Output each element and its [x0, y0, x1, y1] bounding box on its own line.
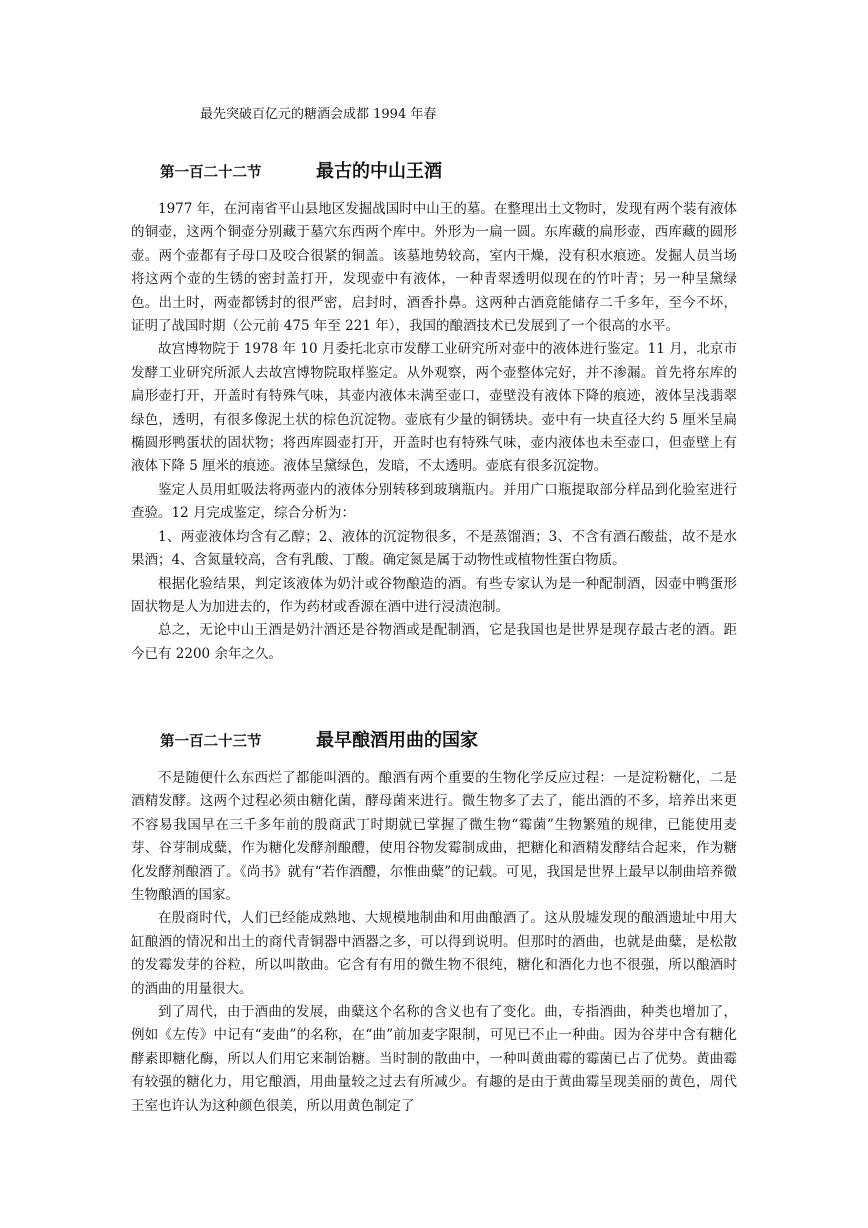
paragraph: 总之，无论中山王酒是奶汁酒还是谷物酒或是配制酒，它是我国也是世界是现存最古老的酒。距今已有 2200 余年之久。	[131, 622, 737, 662]
section-title: 最早酿酒用曲的国家	[316, 730, 478, 751]
paragraph: 鉴定人员用虹吸法将两壶内的液体分别转移到玻璃瓶内。并用广口瓶提取部分样品到化验室进行查验。12 月完成鉴定，综合分析为：	[131, 481, 737, 522]
section-number: 第一百二十二节	[160, 165, 262, 181]
section-title: 最古的中山王酒	[316, 161, 442, 182]
paragraph: 不是随便什么东西烂了都能叫酒的。酿酒有两个重要的生物化学反应过程：一是淀粉糖化，二是酒精发酵。这两个过程必须由糖化菌，酵母菌来进行。微生物多了去了，能出酒的不多，培养出来更不容易我国早在三千多年前的殷商武丁时期就已掌握了微生物“霉菌”生物繁殖的规律，已能使用麦芽、谷芽制成糵，作为糖化发酵剂酿醴，使用谷物发霉制成曲，把糖化和酒精发酵结合起来，作为糖化发酵剂酿酒了。《尚书》就有“若作酒醴，尔惟曲糵”的记载。可见，我国是世界上最早以制曲培养微生物酿酒的国家。	[131, 770, 737, 904]
section-heading-123	[160, 727, 478, 756]
paragraph: 在殷商时代，人们已经能成熟地、大规模地制曲和用曲酿酒了。这从殷墟发现的酿酒遗址中用大缸酿酒的情况和出土的商代青铜器中酒器之多，可以得到说明。但那时的酒曲，也就是曲糵，是松散的发霉发芽的谷粒，所以叫散曲。它含有有用的微生物不很纯，糖化和酒化力也不很强，所以酿酒时的酒曲的用量很大。	[131, 910, 737, 997]
section-heading-122	[160, 158, 442, 187]
paragraph: 根据化验结果，判定该液体为奶汁或谷物酿造的酒。有些专家认为是一种配制酒，因壶中鸭蛋形固状物是人为加进去的，作为药材或香源在酒中进行浸渍泡制。	[131, 575, 737, 615]
paragraph: 到了周代，由于酒曲的发展，曲糵这个名称的含义也有了变化。曲，专指酒曲，种类也增加了，例如《左传》中记有“麦曲”的名称，在“曲”前加麦字限制，可见已不止一种曲。因为谷芽中含有糖化酵素即糖化酶，所以人们用它来制饴糖。当时制的散曲中，一种叫黄曲霉的霉菌已占了优势。黄曲霉有较强的糖化力，用它酿酒，用曲量较之过去有所减少。有趣的是由于黄曲霉呈现美丽的黄色，周代王室也许认为这种颜色很美，所以用黄色制定了	[131, 1004, 737, 1114]
paragraph: 1977 年，在河南省平山县地区发掘战国时中山王的墓。在整理出土文物时，发现有两个装有液体的铜壶，这两个铜壶分别藏于墓穴东西两个库中。外形为一扁一圆。东库藏的扁形壶，西库藏的圆形壶。两个壶都有子母口及咬合很紧的铜盖。该墓地势较高，室内干燥，没有积水痕迹。发掘人员当场将这两个壶的生锈的密封盖打开，发现壶中有液体，一种青翠透明似现在的竹叶青；另一种呈黛绿色。出土时，两壶都锈封的很严密，启封时，酒香扑鼻。这两种古酒竟能储存二千多年，至今不坏，证明了战国时期（公元前 475 年至 221 年），我国的酿酒技术已发展到了一个很高的水平。	[131, 201, 737, 335]
paragraph: 1、两壶液体均含有乙醇；2、液体的沉淀物很多，不是蒸馏酒；3、不含有酒石酸盐，故不是水果酒；4、含氮量较高，含有乳酸、丁酸。确定氮是属于动物性或植物性蛋白物质。	[131, 528, 737, 569]
section-body-122	[131, 198, 737, 666]
paragraph: 故宫博物院于 1978 年 10 月委托北京市发酵工业研究所对壶中的液体进行鉴定。11 月，北京市发酵工业研究所派人去故宫博物院取样鉴定。从外观察，两个壶整体完好，并不渗漏。首先将东库的扁形壶打开，开盖时有特殊气味，其壶内液体未满至壶口，壶壁没有液体下降的痕迹，液体呈浅翡翠绿色，透明，有很多像泥土状的棕色沉淀物。壶底有少量的铜锈块。壶中有一块直径大约 5 厘米呈扁椭圆形鸭蛋状的固状物；将西库圆壶打开，开盖时也有特殊气味，壶内液体也未至壶口，但壶壁上有液体下降 5 厘米的痕迹。液体呈黛绿色，发暗，不太透明。壶底有很多沉淀物。	[131, 341, 737, 475]
top-text-line: 最先突破百亿元的糖酒会成都 1994 年春	[200, 107, 437, 122]
section-number: 第一百二十三节	[160, 734, 262, 750]
section-body-123	[131, 767, 737, 1118]
